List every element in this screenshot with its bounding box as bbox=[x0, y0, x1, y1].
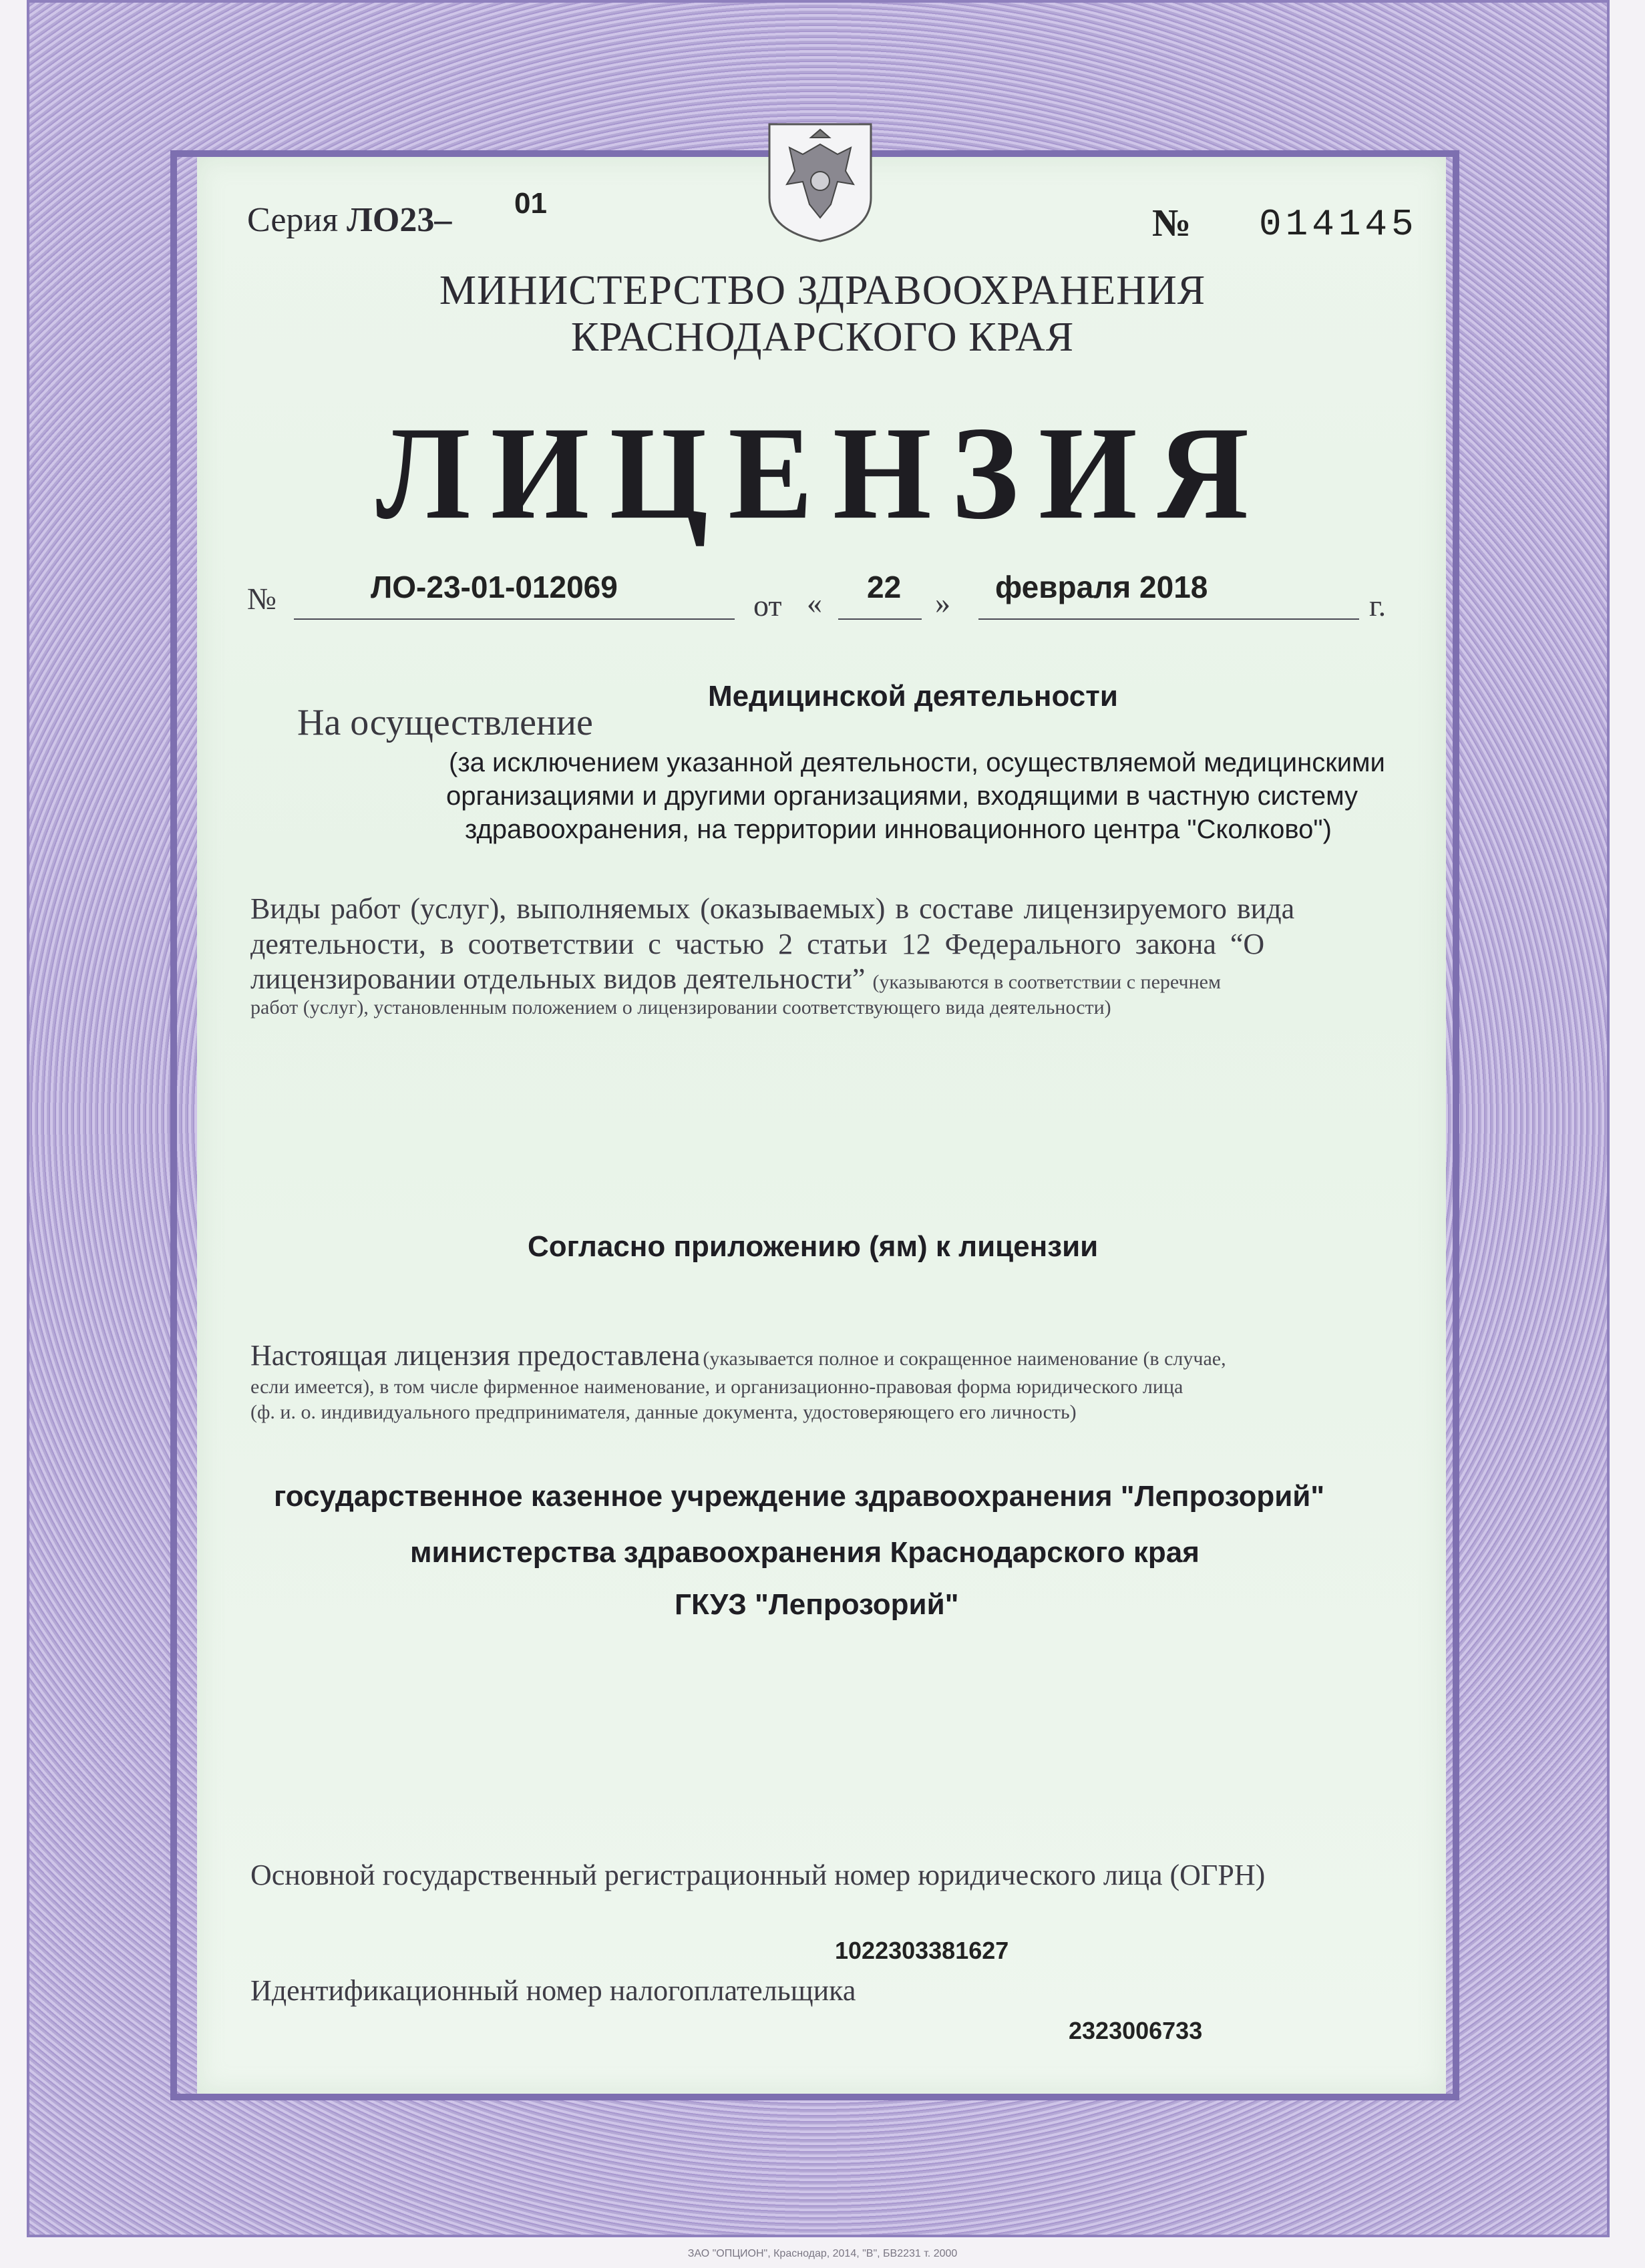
works-line3: лицензировании отдельных видов деятельности” (указываются в соответствии с перечнем bbox=[250, 962, 1221, 995]
activity-name: Медицинской деятельности bbox=[708, 680, 1118, 713]
activity-exception-line1: (за исключением указанной деятельности, осуществляемой медицинскими bbox=[449, 748, 1385, 777]
document-title: ЛИЦЕНЗИЯ bbox=[376, 399, 1269, 548]
inn-value: 2323006733 bbox=[1069, 2017, 1203, 2044]
ogrn-label: Основной государственный регистрационный номер юридического лица (ОГРН) bbox=[250, 1859, 1266, 1891]
series-label: Серия ЛО23– bbox=[247, 201, 452, 239]
printer-imprint: ЗАО "ОПЦИОН", Краснодар, 2014, "В", БВ2231 т. 2000 bbox=[687, 2248, 958, 2259]
activity-exception-line3: здравоохранения, на территории инновационного центра "Сколково") bbox=[465, 815, 1332, 844]
date-day: 22 bbox=[867, 570, 902, 604]
granted-note3: (ф. и. о. индивидуального предпринимателя, данные документа, удостоверяющего его личность) bbox=[250, 1401, 1077, 1423]
date-year-suffix: г. bbox=[1369, 588, 1387, 622]
date-quote-close: » bbox=[935, 586, 950, 620]
granted-line1: Настоящая лицензия предоставлена (указывается полное и сокращенное наименование (в случае, bbox=[250, 1339, 1226, 1372]
date-quote-open: « bbox=[807, 586, 822, 620]
ogrn-value: 1022303381627 bbox=[835, 1937, 1009, 1964]
blank-number: 014145 bbox=[1259, 203, 1418, 246]
activity-label: На осуществление bbox=[297, 702, 593, 743]
org-full-name-line2: министерства здравоохранения Краснодарского края bbox=[410, 1536, 1200, 1569]
reg-number: ЛО-23-01-012069 bbox=[371, 570, 618, 604]
granted-note2: если имеется), в том числе фирменное наименование, и организационно-правовая форма юридического лица bbox=[250, 1376, 1183, 1398]
ministry-line2: КРАСНОДАРСКОГО КРАЯ bbox=[570, 315, 1075, 360]
reg-number-sign: № bbox=[247, 582, 277, 616]
works-line1: Виды работ (услуг), выполняемых (оказываемых) в составе лицензируемого вида bbox=[250, 892, 1295, 925]
date-day-line bbox=[838, 618, 922, 620]
reg-number-line bbox=[294, 618, 735, 620]
coat-of-arms-icon bbox=[763, 118, 878, 244]
blank-number-sign: № bbox=[1152, 201, 1192, 244]
activity-exception-line2: организациями и другими организациями, входящими в частную систему bbox=[446, 781, 1358, 811]
ministry-line1: МИНИСТЕРСТВО ЗДРАВООХРАНЕНИЯ bbox=[439, 268, 1206, 313]
org-short-name: ГКУЗ "Лепрозорий" bbox=[675, 1588, 959, 1621]
date-month-year: февраля 2018 bbox=[995, 570, 1208, 604]
works-line2: деятельности, в соответствии с частью 2 статьи 12 Федерального закона “О bbox=[250, 928, 1265, 960]
works-note: работ (услуг), установленным положением о лицензировании соответствующего вида деятельности) bbox=[250, 996, 1111, 1018]
inn-label: Идентификационный номер налогоплательщика bbox=[250, 1974, 856, 2007]
works-value: Согласно приложению (ям) к лицензии bbox=[528, 1230, 1099, 1263]
series-number: 01 bbox=[514, 187, 547, 220]
org-full-name-line1: государственное казенное учреждение здравоохранения "Лепрозорий" bbox=[274, 1480, 1325, 1513]
date-month-line bbox=[978, 618, 1359, 620]
date-from-label: от bbox=[753, 588, 782, 622]
